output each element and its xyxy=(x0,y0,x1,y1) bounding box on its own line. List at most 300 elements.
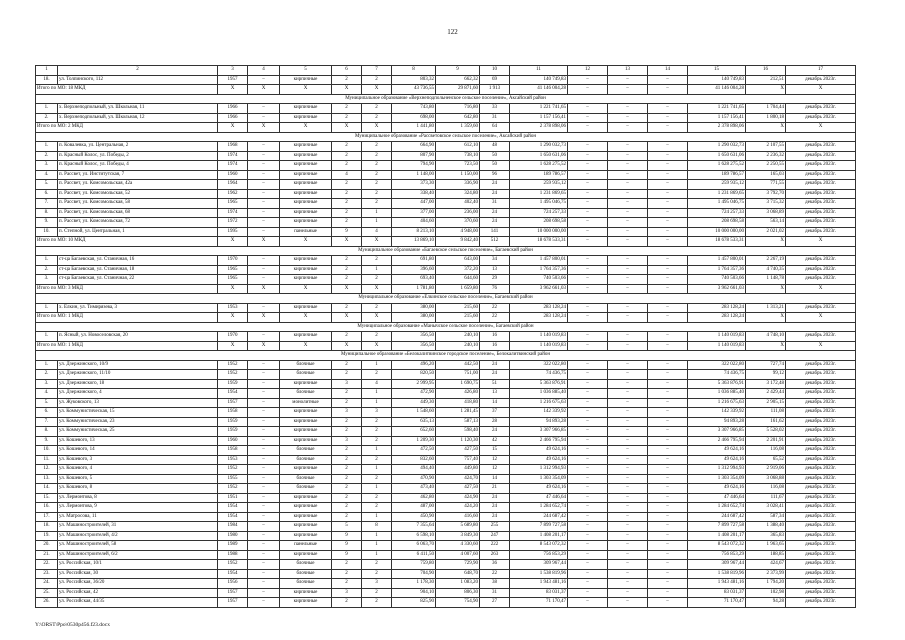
subtotal-cell: X xyxy=(746,313,786,323)
table-cell: 10 000 000,00 xyxy=(688,227,746,237)
table-cell: 9 xyxy=(332,227,362,237)
table-cell: 9 xyxy=(332,550,362,560)
table-cell: кирпичные xyxy=(280,408,332,418)
table-cell: – xyxy=(608,199,648,209)
table-cell: 140 749,83 xyxy=(688,75,746,85)
table-cell: 2 xyxy=(332,579,362,589)
subtotal-cell: X xyxy=(248,284,280,294)
table-cell: 10. xyxy=(36,446,58,456)
table-cell: – xyxy=(648,142,688,152)
table-cell: 1 157 156,41 xyxy=(688,113,746,123)
table-cell: декабрь 2023г. xyxy=(786,180,856,190)
table-cell: декабрь 2023г. xyxy=(786,541,856,551)
table-cell: – xyxy=(248,370,280,380)
table-row xyxy=(36,379,856,389)
table-cell: блочные xyxy=(280,360,332,370)
subtotal-cell: 13 869,10 xyxy=(392,237,436,247)
table-cell: 1 231 869,65 xyxy=(510,189,568,199)
table-cell: декабрь 2023г. xyxy=(786,531,856,541)
table-cell: 1 083,20 xyxy=(436,579,480,589)
column-number-cell: 2 xyxy=(58,66,218,76)
table-cell: 222 xyxy=(480,541,510,551)
section-header-row xyxy=(36,351,856,361)
table-cell: 1. xyxy=(36,332,58,342)
table-cell: – xyxy=(248,560,280,570)
table-cell: 208 698,58 xyxy=(688,218,746,228)
footer-file-path: Y:\ORST\Ppo\0530p456.f23.docx xyxy=(35,622,110,628)
table-cell: декабрь 2023г. xyxy=(786,522,856,532)
table-cell: 3 xyxy=(332,408,362,418)
table-cell: 642,80 xyxy=(436,113,480,123)
table-cell: 2 xyxy=(332,370,362,380)
table-cell: 208 698,58 xyxy=(510,218,568,228)
subtotal-cell: 41 146 004,28 xyxy=(688,85,746,95)
table-cell: 1 303 354,09 xyxy=(688,474,746,484)
table-cell: 693,40 xyxy=(392,275,436,285)
table-cell: 74 436,75 xyxy=(510,370,568,380)
table-row xyxy=(36,218,856,228)
section-header-row xyxy=(36,322,856,332)
table-cell: – xyxy=(248,227,280,237)
table-cell: 2. xyxy=(36,151,58,161)
address-cell: х. Верхнеподпольный, ул. Школьная, 12 xyxy=(58,113,218,123)
table-cell: 2 xyxy=(362,303,392,313)
table-row xyxy=(36,360,856,370)
table-cell: 42 xyxy=(480,436,510,446)
table-cell: 1. xyxy=(36,360,58,370)
table-cell: – xyxy=(568,360,608,370)
subtotal-cell: – xyxy=(568,85,608,95)
table-cell: 820,50 xyxy=(392,370,436,380)
table-cell: 2 373,99 xyxy=(746,569,786,579)
table-cell: – xyxy=(648,522,688,532)
table-cell: 324,80 xyxy=(436,189,480,199)
table-cell: кирпичные xyxy=(280,113,332,123)
table-cell: – xyxy=(248,265,280,275)
table-cell: декабрь 2023г. xyxy=(786,484,856,494)
address-cell: ул. Лермонтова, 9 xyxy=(58,503,218,513)
table-cell: декабрь 2023г. xyxy=(786,389,856,399)
table-cell: 1958 xyxy=(218,408,248,418)
table-cell: 2 xyxy=(362,569,392,579)
table-cell: декабрь 2023г. xyxy=(786,161,856,171)
table-cell: 598,40 xyxy=(436,427,480,437)
table-cell: 3 028,41 xyxy=(746,503,786,513)
table-cell: – xyxy=(608,332,648,342)
table-cell: 1970 xyxy=(218,256,248,266)
table-cell: 396,60 xyxy=(392,265,436,275)
table-cell: декабрь 2023г. xyxy=(786,332,856,342)
table-cell: 2 xyxy=(362,75,392,85)
table-cell: 1962 xyxy=(218,189,248,199)
table-cell: – xyxy=(608,455,648,465)
subtotal-cell: 215,60 xyxy=(436,313,480,323)
table-cell: 8. xyxy=(36,427,58,437)
table-cell: 8. xyxy=(36,208,58,218)
table-cell: – xyxy=(248,398,280,408)
table-cell: декабрь 2023г. xyxy=(786,75,856,85)
table-row xyxy=(36,560,856,570)
table-cell: 33 xyxy=(480,104,510,114)
table-cell: – xyxy=(608,275,648,285)
table-cell: декабрь 2023г. xyxy=(786,379,856,389)
table-cell: декабрь 2023г. xyxy=(786,465,856,475)
table-cell: – xyxy=(568,199,608,209)
table-cell: 49 624,16 xyxy=(510,455,568,465)
subtotal-cell: – xyxy=(648,123,688,133)
table-cell: 6. xyxy=(36,408,58,418)
table-cell: – xyxy=(648,598,688,608)
address-cell: ул. Кошевого, 14 xyxy=(58,446,218,456)
table-cell: блочные xyxy=(280,389,332,399)
table-cell: декабрь 2023г. xyxy=(786,142,856,152)
table-row xyxy=(36,189,856,199)
table-cell: 1965 xyxy=(218,199,248,209)
table-cell: декабрь 2023г. xyxy=(786,113,856,123)
table-cell: кирпичные xyxy=(280,588,332,598)
table-cell: декабрь 2023г. xyxy=(786,398,856,408)
table-cell: 19. xyxy=(36,531,58,541)
table-cell: 2 xyxy=(332,142,362,152)
subtotal-cell: 2 378 898,06 xyxy=(688,123,746,133)
table-cell: 2 107,55 xyxy=(746,142,786,152)
subtotal-cell: X xyxy=(218,313,248,323)
table-cell: 2 xyxy=(332,446,362,456)
table-cell: – xyxy=(608,579,648,589)
table-cell: 2 xyxy=(362,170,392,180)
table-cell: – xyxy=(568,75,608,85)
table-cell: кирпичные xyxy=(280,493,332,503)
table-cell: – xyxy=(248,484,280,494)
table-cell: – xyxy=(608,598,648,608)
table-cell: – xyxy=(568,208,608,218)
table-cell: 2 021,02 xyxy=(746,227,786,237)
table-cell: кирпичные xyxy=(280,170,332,180)
column-number-cell: 1 xyxy=(36,66,58,76)
table-cell: – xyxy=(568,598,608,608)
table-cell: 25. xyxy=(36,588,58,598)
table-cell: 370,60 xyxy=(436,218,480,228)
table-row xyxy=(36,493,856,503)
table-cell: 1 284 652,74 xyxy=(688,503,746,513)
table-cell: 1989 xyxy=(218,541,248,551)
table-cell: 1954 xyxy=(218,512,248,522)
table-cell: 1965 xyxy=(218,275,248,285)
table-cell: 648,70 xyxy=(436,569,480,579)
table-cell: кирпичные xyxy=(280,275,332,285)
table-cell: 1957 xyxy=(218,75,248,85)
table-cell: 15 xyxy=(480,446,510,456)
table-cell: 2 905,15 xyxy=(746,398,786,408)
table-cell: – xyxy=(568,189,608,199)
subtotal-cell: – xyxy=(608,85,648,95)
column-number-cell: 11 xyxy=(510,66,568,76)
table-cell: 2 xyxy=(362,493,392,503)
table-cell: 2 xyxy=(332,161,362,171)
table-cell: декабрь 2023г. xyxy=(786,218,856,228)
table-cell: – xyxy=(248,256,280,266)
table-cell: – xyxy=(568,569,608,579)
table-cell: 2 xyxy=(362,370,392,380)
subtotal-cell: X xyxy=(248,237,280,247)
address-cell: ул. Жуковского, 13 xyxy=(58,398,218,408)
section-title: Муниципальное образование «Багаевское сельское поселение», Багаевский район xyxy=(36,246,856,256)
table-cell: 13. xyxy=(36,474,58,484)
table-cell: – xyxy=(648,512,688,522)
column-number-cell: 10 xyxy=(480,66,510,76)
table-cell: 1960 xyxy=(218,436,248,446)
table-cell: 2 xyxy=(332,484,362,494)
table-cell: блочные xyxy=(280,579,332,589)
table-cell: – xyxy=(568,180,608,190)
table-cell: – xyxy=(648,113,688,123)
table-row xyxy=(36,227,856,237)
table-cell: декабрь 2023г. xyxy=(786,265,856,275)
subtotal-cell: X xyxy=(362,85,392,95)
table-cell: 1. xyxy=(36,303,58,313)
table-cell: 2 xyxy=(362,113,392,123)
table-cell: 1965 xyxy=(218,265,248,275)
table-cell: – xyxy=(248,569,280,579)
table-cell: декабрь 2023г. xyxy=(786,588,856,598)
table-cell: 1 xyxy=(362,484,392,494)
table-cell: 1 148,78 xyxy=(746,275,786,285)
table-cell: 652,60 xyxy=(392,427,436,437)
table-cell: кирпичные xyxy=(280,531,332,541)
table-cell: 3. xyxy=(36,275,58,285)
table-cell: 9 xyxy=(332,531,362,541)
table-cell: 2 xyxy=(332,275,362,285)
table-cell: – xyxy=(608,588,648,598)
table-cell: 1952 xyxy=(218,484,248,494)
table-row xyxy=(36,104,856,114)
table-cell: 754,90 xyxy=(436,598,480,608)
table-cell: – xyxy=(608,541,648,551)
table-cell: – xyxy=(568,218,608,228)
subtotal-label: Итого по МО: 1 МКД xyxy=(36,341,218,351)
table-cell: 1 650 631,06 xyxy=(510,151,568,161)
subtotal-cell: 1 359,60 xyxy=(436,123,480,133)
table-cell: 1953 xyxy=(218,455,248,465)
subtotal-row xyxy=(36,341,856,351)
column-number-cell: 13 xyxy=(608,66,648,76)
table-cell: 1 036 885,40 xyxy=(688,389,746,399)
table-cell: декабрь 2023г. xyxy=(786,370,856,380)
table-cell: 24 xyxy=(480,218,510,228)
subtotal-cell: X xyxy=(786,313,856,323)
table-cell: кирпичные xyxy=(280,104,332,114)
table-cell: – xyxy=(568,503,608,513)
table-cell: 2. xyxy=(36,265,58,275)
subtotal-cell: 1 140 019,83 xyxy=(688,341,746,351)
subtotal-cell: X xyxy=(218,341,248,351)
table-cell: 424,20 xyxy=(436,503,480,513)
table-cell: 662,32 xyxy=(436,75,480,85)
subtotal-cell: X xyxy=(248,341,280,351)
table-cell: кирпичные xyxy=(280,436,332,446)
table-cell: 24 xyxy=(480,360,510,370)
table-cell: 1 764 357,36 xyxy=(688,265,746,275)
table-cell: – xyxy=(568,142,608,152)
table-cell: 2 xyxy=(332,303,362,313)
table-cell: кирпичные xyxy=(280,503,332,513)
subtotal-cell: 380,00 xyxy=(392,313,436,323)
table-cell: 803,32 xyxy=(392,75,436,85)
table-cell: 28 xyxy=(480,417,510,427)
table-cell: – xyxy=(608,427,648,437)
column-number-cell: 4 xyxy=(248,66,280,76)
table-cell: 111,67 xyxy=(746,493,786,503)
table-row xyxy=(36,522,856,532)
table-cell: – xyxy=(648,398,688,408)
table-cell: – xyxy=(648,360,688,370)
table-row xyxy=(36,389,856,399)
address-cell: п. Красный Колос, ул. Победы, 2 xyxy=(58,151,218,161)
table-cell: 1 xyxy=(362,541,392,551)
table-cell: 1959 xyxy=(218,417,248,427)
subtotal-cell: 3 962 661,03 xyxy=(688,284,746,294)
subtotal-cell: 18 678 533,31 xyxy=(510,237,568,247)
address-cell: ул. Лермонтова, 8 xyxy=(58,493,218,503)
table-cell: 1954 xyxy=(218,389,248,399)
table-cell: 1 xyxy=(362,265,392,275)
subtotal-cell: X xyxy=(786,237,856,247)
table-cell: 2 xyxy=(332,104,362,114)
table-cell: декабрь 2023г. xyxy=(786,598,856,608)
table-cell: 1957 xyxy=(218,598,248,608)
table-cell: 14 xyxy=(480,474,510,484)
table-cell: – xyxy=(248,161,280,171)
table-cell: 5. xyxy=(36,398,58,408)
table-cell: 2 xyxy=(332,332,362,342)
table-cell: – xyxy=(648,256,688,266)
table-cell: декабрь 2023г. xyxy=(786,189,856,199)
subtotal-cell: X xyxy=(280,237,332,247)
table-cell: 1952 xyxy=(218,560,248,570)
section-header-row xyxy=(36,246,856,256)
subtotal-cell: 512 xyxy=(480,237,510,247)
table-cell: – xyxy=(568,170,608,180)
table-cell: 71 170,47 xyxy=(510,598,568,608)
subtotal-cell: X xyxy=(786,85,856,95)
table-cell: 102,98 xyxy=(746,588,786,598)
table-cell: 757,40 xyxy=(436,455,480,465)
table-cell: 3 307 966,85 xyxy=(510,427,568,437)
table-cell: 449,80 xyxy=(436,465,480,475)
table-cell: – xyxy=(648,417,688,427)
address-cell: ул. Машиностроителей, 4/2 xyxy=(58,531,218,541)
table-cell: 759,80 xyxy=(392,560,436,570)
table-cell: – xyxy=(608,256,648,266)
column-number-cell: 9 xyxy=(436,66,480,76)
table-cell: 3. xyxy=(36,379,58,389)
table-cell: 496,20 xyxy=(392,360,436,370)
table-cell: – xyxy=(608,104,648,114)
subtotal-cell: 3 962 661,03 xyxy=(510,284,568,294)
table-cell: 3 172,48 xyxy=(746,379,786,389)
table-row xyxy=(36,550,856,560)
table-cell: декабрь 2023г. xyxy=(786,579,856,589)
table-cell: декабрь 2023г. xyxy=(786,560,856,570)
table-cell: 727,74 xyxy=(746,360,786,370)
table-cell: 1 216 675,63 xyxy=(510,398,568,408)
table-row xyxy=(36,256,856,266)
subtotal-cell: – xyxy=(648,85,688,95)
table-cell: декабрь 2023г. xyxy=(786,303,856,313)
table-cell: – xyxy=(568,113,608,123)
table-cell: – xyxy=(248,360,280,370)
table-cell: – xyxy=(568,417,608,427)
table-cell: 1964 xyxy=(218,180,248,190)
table-row xyxy=(36,512,856,522)
table-cell: – xyxy=(648,379,688,389)
table-cell: 24. xyxy=(36,579,58,589)
column-number-row xyxy=(36,66,856,76)
table-row xyxy=(36,275,856,285)
table-cell: 472,50 xyxy=(392,446,436,456)
table-cell: 1 290 032,73 xyxy=(688,142,746,152)
table-cell: 587,13 xyxy=(436,417,480,427)
table-cell: 13 xyxy=(480,389,510,399)
table-cell: 2 xyxy=(332,199,362,209)
table-cell: 2 xyxy=(332,427,362,437)
table-cell: 83 031,37 xyxy=(688,588,746,598)
table-row xyxy=(36,484,856,494)
table-cell: 8 543 072,32 xyxy=(510,541,568,551)
table-cell: декабрь 2023г. xyxy=(786,474,856,484)
table-cell: – xyxy=(648,170,688,180)
table-cell: 34 xyxy=(480,256,510,266)
table-cell: 3 xyxy=(332,436,362,446)
table-cell: 15. xyxy=(36,493,58,503)
table-cell: – xyxy=(608,218,648,228)
table-cell: – xyxy=(608,389,648,399)
table-cell: 49 624,16 xyxy=(688,455,746,465)
table-cell: 442,50 xyxy=(436,360,480,370)
table-cell: 2 466 795,94 xyxy=(688,436,746,446)
section-title: Муниципальное образование «Елкинское сельское поселение», Багаевский район xyxy=(36,294,856,304)
table-cell: декабрь 2023г. xyxy=(786,151,856,161)
table-cell: – xyxy=(248,389,280,399)
table-cell: 12. xyxy=(36,465,58,475)
table-cell: 6. xyxy=(36,189,58,199)
table-cell: декабрь 2023г. xyxy=(786,455,856,465)
address-cell: ул. Коммунистическая, 15 xyxy=(58,408,218,418)
subtotal-cell: – xyxy=(608,237,648,247)
table-cell: 3 068,88 xyxy=(746,474,786,484)
table-cell: 309 967,44 xyxy=(688,560,746,570)
table-cell: 94,28 xyxy=(746,598,786,608)
table-cell: – xyxy=(568,541,608,551)
table-cell: 2 xyxy=(362,189,392,199)
table-cell: – xyxy=(248,75,280,85)
subtotal-cell: – xyxy=(648,237,688,247)
table-cell: 189 786,57 xyxy=(688,170,746,180)
table-cell: 2 201,91 xyxy=(746,436,786,446)
table-cell: 2 xyxy=(332,503,362,513)
table-cell: 756 853,29 xyxy=(688,550,746,560)
table-cell: – xyxy=(608,503,648,513)
table-cell: 1 457 800,01 xyxy=(510,256,568,266)
address-cell: ул. Машиностроителей, 6/2 xyxy=(58,550,218,560)
table-cell: 244 687,42 xyxy=(688,512,746,522)
section-title: Муниципальное образование «Рассветовское сельское поселение», Аксайский район xyxy=(36,132,856,142)
table-cell: 2 xyxy=(362,436,392,446)
table-cell: 94 893,28 xyxy=(510,417,568,427)
table-cell: 1954 xyxy=(218,503,248,513)
table-cell: 49 624,16 xyxy=(688,446,746,456)
table-cell: 1995 xyxy=(218,227,248,237)
